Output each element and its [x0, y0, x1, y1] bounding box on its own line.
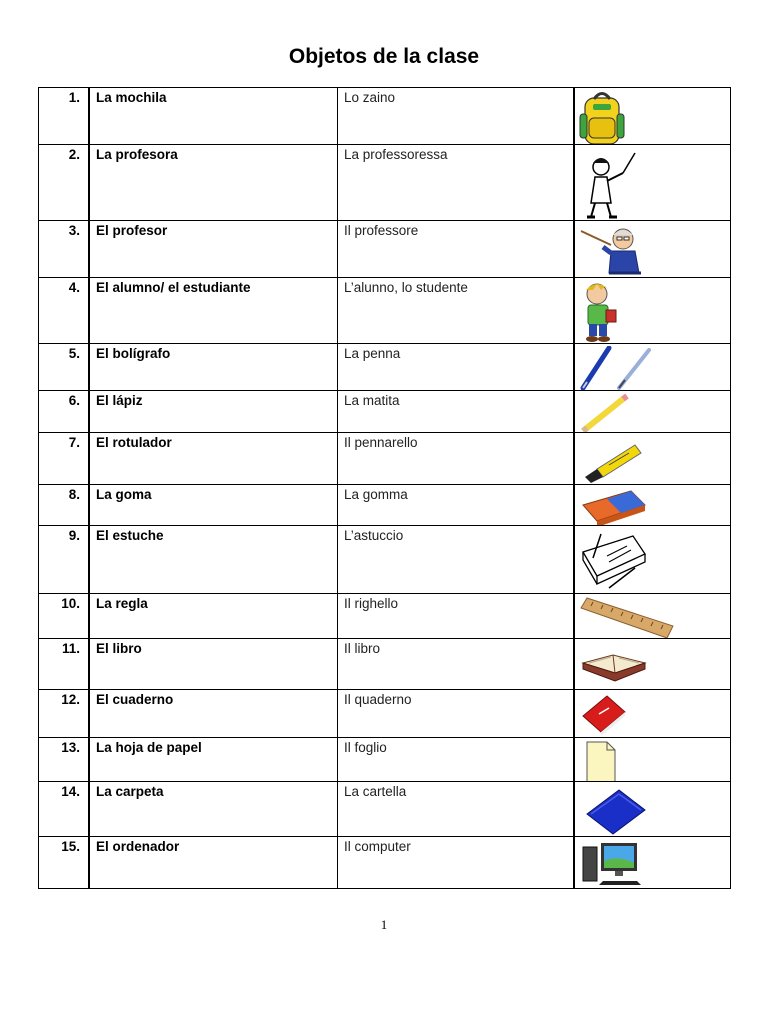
pen-icon [579, 346, 653, 390]
table-row [39, 782, 731, 837]
picture-cell [574, 594, 731, 639]
row-number: 9. [39, 526, 90, 594]
row-number: 6. [39, 391, 90, 433]
picture-cell [574, 690, 731, 738]
picture-cell [574, 738, 731, 782]
row-number: 7. [39, 433, 90, 485]
spanish-term: La goma [89, 485, 338, 526]
table-row [39, 221, 731, 278]
picture-cell [574, 344, 731, 391]
spanish-term: El lápiz [89, 391, 338, 433]
notebook-icon [579, 692, 629, 736]
table-row [39, 88, 731, 145]
italian-term: Il righello [338, 594, 575, 639]
italian-term: Il libro [338, 639, 575, 690]
picture-cell [574, 88, 731, 145]
spanish-term: El alumno/ el estudiante [89, 278, 338, 344]
table-row [39, 391, 731, 433]
spanish-term: El estuche [89, 526, 338, 594]
teacher-man-icon [579, 223, 645, 277]
picture-cell [574, 278, 731, 344]
spanish-term: El profesor [89, 221, 338, 278]
page-number: 1 [380, 917, 388, 932]
teacher-woman-icon [579, 151, 639, 221]
spanish-term: La profesora [89, 145, 338, 221]
picture-cell [574, 837, 731, 889]
folder-icon [579, 784, 649, 836]
row-number: 10. [39, 594, 90, 639]
picture-cell [574, 433, 731, 485]
table-row [39, 837, 731, 889]
row-number: 8. [39, 485, 90, 526]
table-row [39, 690, 731, 738]
book-icon [579, 641, 649, 687]
italian-term: L’astuccio [338, 526, 575, 594]
italian-term: Il foglio [338, 738, 575, 782]
table-row [39, 433, 731, 485]
ruler-icon [579, 596, 675, 639]
row-number: 2. [39, 145, 90, 221]
backpack-icon [579, 90, 625, 145]
row-number: 3. [39, 221, 90, 278]
row-number: 14. [39, 782, 90, 837]
spanish-term: El libro [89, 639, 338, 690]
picture-cell [574, 782, 731, 837]
row-number: 12. [39, 690, 90, 738]
row-number: 11. [39, 639, 90, 690]
row-number: 4. [39, 278, 90, 344]
spanish-term: El ordenador [89, 837, 338, 889]
spanish-term: La hoja de papel [89, 738, 338, 782]
italian-term: La penna [338, 344, 575, 391]
pencil-icon [579, 393, 629, 433]
picture-cell [574, 526, 731, 594]
italian-term: Lo zaino [338, 88, 575, 145]
row-number: 1. [39, 88, 90, 145]
italian-term: La gomma [338, 485, 575, 526]
picture-cell [574, 145, 731, 221]
table-row [39, 738, 731, 782]
picture-cell [574, 485, 731, 526]
table-row [39, 526, 731, 594]
page-title: Objetos de la clase [288, 45, 480, 68]
picture-cell [574, 221, 731, 278]
row-number: 13. [39, 738, 90, 782]
table-row [39, 344, 731, 391]
italian-term: L’alunno, lo studente [338, 278, 575, 344]
table-row [39, 639, 731, 690]
italian-term: Il professore [338, 221, 575, 278]
row-number: 5. [39, 344, 90, 391]
pencil-case-icon [579, 528, 649, 592]
spanish-term: El cuaderno [89, 690, 338, 738]
table-row [39, 594, 731, 639]
table-row [39, 485, 731, 526]
picture-cell [574, 391, 731, 433]
student-icon [579, 280, 623, 344]
spanish-term: El rotulador [89, 433, 338, 485]
computer-icon [579, 839, 645, 889]
row-number: 15. [39, 837, 90, 889]
italian-term: La professoressa [338, 145, 575, 221]
picture-cell [574, 639, 731, 690]
spanish-term: El bolígrafo [89, 344, 338, 391]
italian-term: Il quaderno [338, 690, 575, 738]
eraser-icon [579, 487, 649, 526]
table-row [39, 145, 731, 221]
table-row [39, 278, 731, 344]
paper-sheet-icon [579, 740, 619, 782]
spanish-term: La mochila [89, 88, 338, 145]
italian-term: La matita [338, 391, 575, 433]
spanish-term: La regla [89, 594, 338, 639]
spanish-term: La carpeta [89, 782, 338, 837]
italian-term: Il computer [338, 837, 575, 889]
italian-term: La cartella [338, 782, 575, 837]
italian-term: Il pennarello [338, 433, 575, 485]
vocabulary-table [38, 87, 731, 889]
highlighter-icon [579, 435, 645, 485]
